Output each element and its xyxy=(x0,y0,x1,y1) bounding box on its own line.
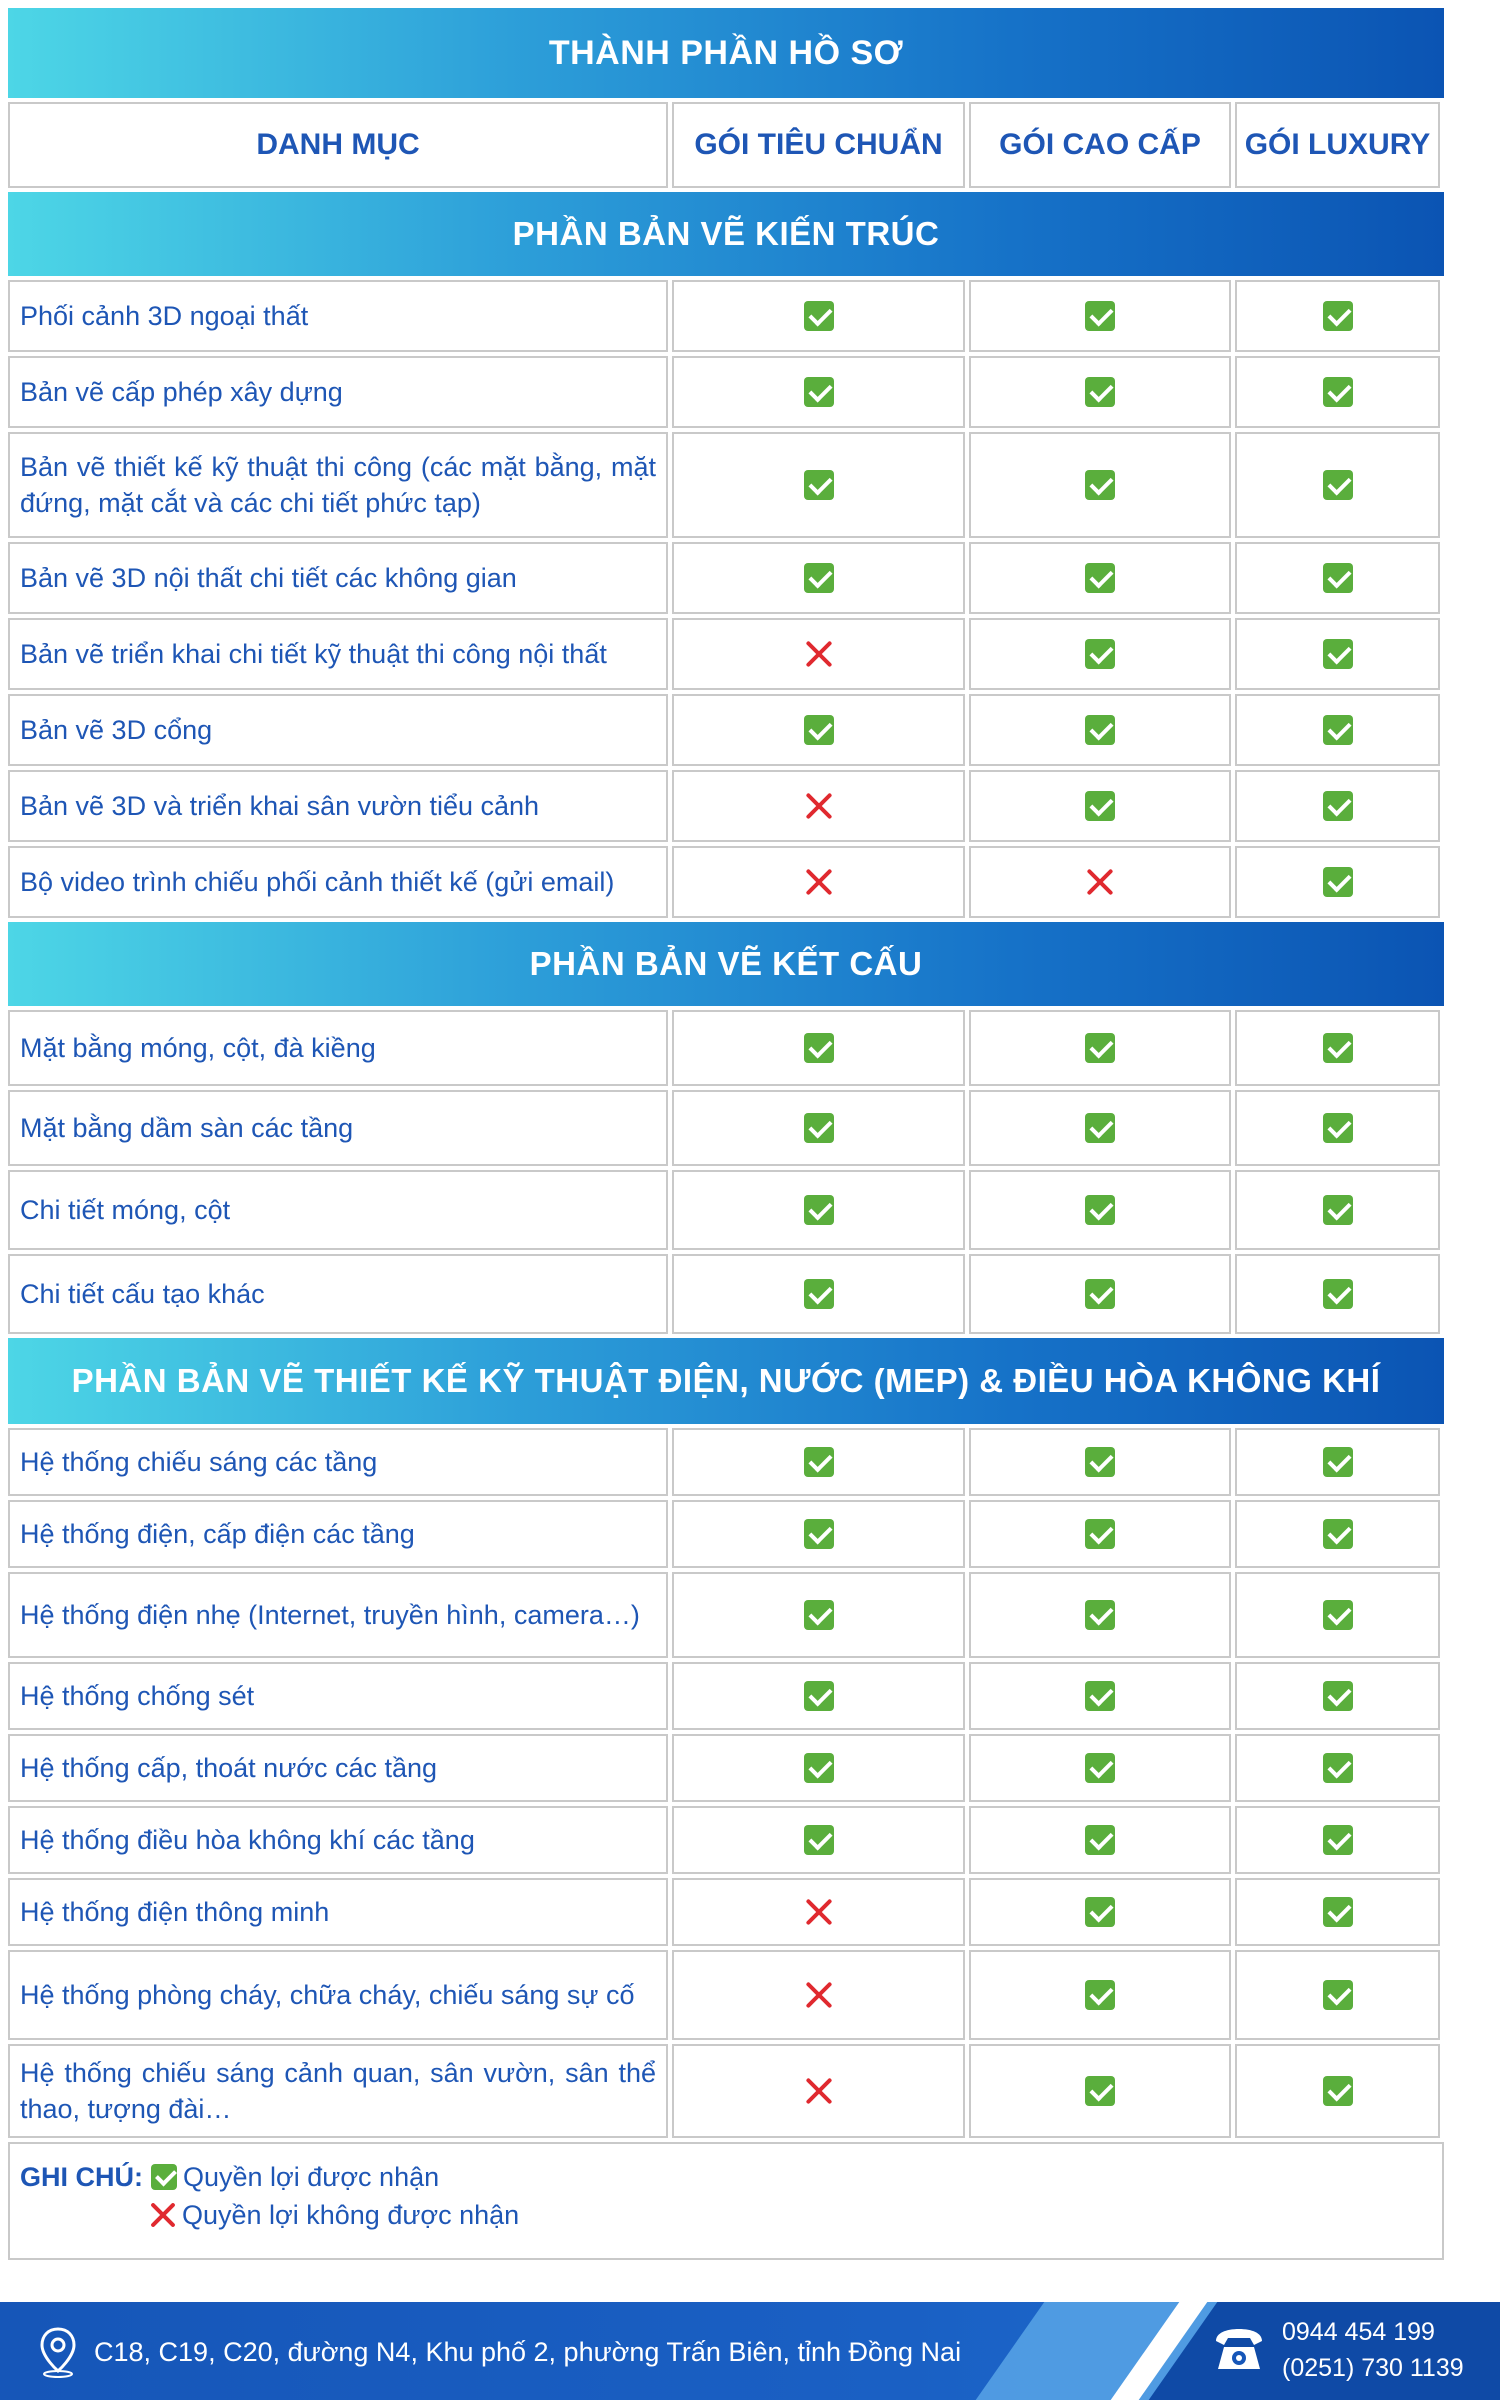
package-cell xyxy=(672,1572,965,1658)
table-row xyxy=(8,770,1444,842)
check-icon xyxy=(1085,1033,1115,1063)
package-cell xyxy=(1235,2044,1440,2138)
row-label-text: Bản vẽ thiết kế kỹ thuật thi công (các mặt bằng, mặt đứng, mặt cắt và các chi tiết phức tạp) xyxy=(20,452,656,518)
table-row xyxy=(8,694,1444,766)
table-row xyxy=(8,1010,1444,1086)
package-cell xyxy=(1235,542,1440,614)
legend-note xyxy=(8,2142,1444,2260)
footer-address xyxy=(38,2326,961,2378)
row-label-text: Hệ thống điều hòa không khí các tầng xyxy=(20,1825,475,1855)
package-cell xyxy=(1235,1170,1440,1250)
check-icon xyxy=(1085,1113,1115,1143)
check-icon xyxy=(804,1195,834,1225)
check-icon xyxy=(1323,2076,1353,2106)
table-row xyxy=(8,846,1444,918)
footer-phones xyxy=(1210,2314,1464,2386)
row-label xyxy=(8,1806,668,1874)
check-icon xyxy=(1323,1195,1353,1225)
row-label-text: Hệ thống điện, cấp điện các tầng xyxy=(20,1519,415,1549)
package-cell xyxy=(672,1254,965,1334)
section-title: PHẦN BẢN VẼ KẾT CẤU xyxy=(8,922,1444,1006)
table-row xyxy=(8,1170,1444,1250)
package-cell xyxy=(672,1428,965,1496)
package-cell xyxy=(1235,1734,1440,1802)
package-cell xyxy=(1235,1806,1440,1874)
row-label-text: Bản vẽ cấp phép xây dựng xyxy=(20,377,343,407)
package-cell xyxy=(969,1010,1231,1086)
package-cell xyxy=(969,1878,1231,1946)
package-cell xyxy=(672,1090,965,1166)
check-icon xyxy=(1323,791,1353,821)
check-icon xyxy=(804,1033,834,1063)
cross-icon xyxy=(804,1980,834,2010)
package-cell xyxy=(969,1662,1231,1730)
check-icon xyxy=(804,1279,834,1309)
package-cell xyxy=(969,542,1231,614)
check-icon xyxy=(804,301,834,331)
row-label-text: Hệ thống phòng cháy, chữa cháy, chiếu sáng sự cố xyxy=(20,1980,635,2010)
check-icon xyxy=(1085,1519,1115,1549)
package-cell xyxy=(1235,1662,1440,1730)
row-label xyxy=(8,1734,668,1802)
package-cell xyxy=(672,846,965,918)
check-icon xyxy=(1323,1279,1353,1309)
legend-yes-line xyxy=(20,2158,1432,2196)
package-cell xyxy=(1235,280,1440,352)
header-standard-package: GÓI TIÊU CHUẨN xyxy=(672,102,965,188)
row-label xyxy=(8,1090,668,1166)
check-icon xyxy=(1323,301,1353,331)
row-label xyxy=(8,1428,668,1496)
row-label xyxy=(8,542,668,614)
row-label xyxy=(8,356,668,428)
row-label xyxy=(8,1170,668,1250)
row-label xyxy=(8,694,668,766)
row-label xyxy=(8,1878,668,1946)
package-cell xyxy=(969,1500,1231,1568)
package-cell xyxy=(672,1734,965,1802)
table-row xyxy=(8,1572,1444,1658)
table-row xyxy=(8,1428,1444,1496)
package-cell xyxy=(672,1170,965,1250)
phone-number-1[interactable]: 0944 454 199 xyxy=(1282,2318,1435,2346)
check-icon xyxy=(1085,1279,1115,1309)
check-icon xyxy=(1085,639,1115,669)
check-icon xyxy=(1085,791,1115,821)
table-row xyxy=(8,1500,1444,1568)
row-label-text: Phối cảnh 3D ngoại thất xyxy=(20,301,309,331)
package-cell xyxy=(969,1428,1231,1496)
package-cell xyxy=(969,1170,1231,1250)
package-cell xyxy=(672,1500,965,1568)
cross-icon xyxy=(1085,867,1115,897)
cross-icon xyxy=(804,1897,834,1927)
package-cell xyxy=(1235,432,1440,538)
header-category: DANH MỤC xyxy=(8,102,668,188)
check-icon xyxy=(1323,1825,1353,1855)
check-icon xyxy=(804,1519,834,1549)
package-cell xyxy=(672,1806,965,1874)
table-title: THÀNH PHẦN HỒ SƠ xyxy=(8,8,1444,98)
check-icon xyxy=(1085,1195,1115,1225)
check-icon xyxy=(1085,563,1115,593)
cross-icon xyxy=(804,639,834,669)
package-cell xyxy=(672,770,965,842)
row-label-text: Mặt bằng móng, cột, đà kiềng xyxy=(20,1033,376,1063)
check-icon xyxy=(1085,301,1115,331)
package-cell xyxy=(672,2044,965,2138)
check-icon xyxy=(804,1681,834,1711)
check-icon xyxy=(1085,1980,1115,2010)
table-row xyxy=(8,1950,1444,2040)
location-pin-icon xyxy=(38,2326,78,2378)
row-label xyxy=(8,770,668,842)
check-icon xyxy=(1085,1447,1115,1477)
check-icon xyxy=(804,470,834,500)
table-row xyxy=(8,618,1444,690)
check-icon xyxy=(804,377,834,407)
check-icon xyxy=(1085,1681,1115,1711)
check-icon xyxy=(1085,2076,1115,2106)
row-label xyxy=(8,1662,668,1730)
row-label xyxy=(8,846,668,918)
check-icon xyxy=(804,563,834,593)
package-cell xyxy=(672,1662,965,1730)
package-cell xyxy=(672,1950,965,2040)
package-cell xyxy=(969,280,1231,352)
package-cell xyxy=(969,694,1231,766)
package-cell xyxy=(1235,770,1440,842)
check-icon xyxy=(804,1753,834,1783)
check-icon xyxy=(1323,715,1353,745)
row-label-text: Hệ thống chống sét xyxy=(20,1681,255,1711)
check-icon xyxy=(1085,1897,1115,1927)
row-label-text: Bộ video trình chiếu phối cảnh thiết kế (gửi email) xyxy=(20,867,615,897)
check-icon xyxy=(1323,1447,1353,1477)
table-header-row xyxy=(8,102,1444,188)
table-row xyxy=(8,1878,1444,1946)
row-label-text: Bản vẽ 3D và triển khai sân vườn tiểu cảnh xyxy=(20,791,540,821)
check-icon xyxy=(1323,1753,1353,1783)
check-icon xyxy=(1323,470,1353,500)
table-row xyxy=(8,1806,1444,1874)
legend-no-text: Quyền lợi không được nhận xyxy=(182,2200,520,2230)
table-row xyxy=(8,1090,1444,1166)
row-label-text: Mặt bằng dầm sàn các tầng xyxy=(20,1113,354,1143)
package-cell xyxy=(672,542,965,614)
table-row xyxy=(8,1734,1444,1802)
cross-icon xyxy=(150,2202,176,2228)
row-label-text: Chi tiết cấu tạo khác xyxy=(20,1279,265,1309)
legend-yes-text: Quyền lợi được nhận xyxy=(183,2162,440,2192)
table-row xyxy=(8,432,1444,538)
check-icon xyxy=(1323,1980,1353,2010)
check-icon xyxy=(1323,1033,1353,1063)
check-icon xyxy=(1085,715,1115,745)
row-label xyxy=(8,432,668,538)
row-label-text: Bản vẽ triển khai chi tiết kỹ thuật thi công nội thất xyxy=(20,639,607,669)
package-cell xyxy=(969,1090,1231,1166)
row-label xyxy=(8,1010,668,1086)
package-cell xyxy=(969,2044,1231,2138)
package-cell xyxy=(1235,618,1440,690)
check-icon xyxy=(1323,1897,1353,1927)
package-cell xyxy=(1235,1090,1440,1166)
check-icon xyxy=(1323,1681,1353,1711)
header-premium-package: GÓI CAO CẤP xyxy=(969,102,1231,188)
legend-no-line xyxy=(20,2196,1432,2234)
section-title: PHẦN BẢN VẼ KIẾN TRÚC xyxy=(8,192,1444,276)
row-label xyxy=(8,280,668,352)
package-cell xyxy=(969,1806,1231,1874)
package-cell xyxy=(1235,846,1440,918)
sections-container xyxy=(8,192,1444,2138)
row-label-text: Chi tiết móng, cột xyxy=(20,1195,231,1225)
row-label-text: Bản vẽ 3D nội thất chi tiết các không gian xyxy=(20,563,517,593)
table-row xyxy=(8,1662,1444,1730)
package-cell xyxy=(969,1950,1231,2040)
section-title: PHẦN BẢN VẼ THIẾT KẾ KỸ THUẬT ĐIỆN, NƯỚC (MEP) & ĐIỀU HÒA KHÔNG KHÍ xyxy=(8,1338,1444,1424)
address-text: C18, C19, C20, đường N4, Khu phố 2, phường Trấn Biên, tỉnh Đồng Nai xyxy=(94,2336,962,2367)
footer-bar xyxy=(0,2302,1500,2400)
check-icon xyxy=(1085,1753,1115,1783)
package-cell xyxy=(969,1572,1231,1658)
table-row xyxy=(8,1254,1444,1334)
check-icon xyxy=(1323,563,1353,593)
header-luxury-package: GÓI LUXURY xyxy=(1235,102,1440,188)
package-cell xyxy=(672,1010,965,1086)
package-cell xyxy=(969,356,1231,428)
package-cell xyxy=(969,770,1231,842)
legend-label: GHI CHÚ: xyxy=(20,2162,143,2192)
row-label-text: Hệ thống điện thông minh xyxy=(20,1897,330,1927)
row-label xyxy=(8,1950,668,2040)
package-cell xyxy=(969,1254,1231,1334)
check-icon xyxy=(804,1447,834,1477)
check-icon xyxy=(151,2164,177,2190)
row-label xyxy=(8,618,668,690)
package-cell xyxy=(969,618,1231,690)
cross-icon xyxy=(804,791,834,821)
package-cell xyxy=(1235,1950,1440,2040)
cross-icon xyxy=(804,2076,834,2106)
check-icon xyxy=(1085,1600,1115,1630)
package-cell xyxy=(672,356,965,428)
comparison-table xyxy=(8,8,1444,2260)
table-row xyxy=(8,356,1444,428)
package-cell xyxy=(969,846,1231,918)
package-cell xyxy=(969,432,1231,538)
package-cell xyxy=(1235,1010,1440,1086)
row-label xyxy=(8,1572,668,1658)
check-icon xyxy=(804,1113,834,1143)
package-cell xyxy=(969,1734,1231,1802)
table-row xyxy=(8,280,1444,352)
cross-icon xyxy=(804,867,834,897)
check-icon xyxy=(804,715,834,745)
package-cell xyxy=(1235,1878,1440,1946)
package-cell xyxy=(1235,356,1440,428)
check-icon xyxy=(1323,639,1353,669)
row-label xyxy=(8,1254,668,1334)
check-icon xyxy=(804,1825,834,1855)
package-cell xyxy=(1235,1500,1440,1568)
table-row xyxy=(8,2044,1444,2138)
package-cell xyxy=(672,694,965,766)
package-cell xyxy=(1235,694,1440,766)
row-label-text: Hệ thống cấp, thoát nước các tầng xyxy=(20,1753,438,1783)
row-label xyxy=(8,1500,668,1568)
check-icon xyxy=(1085,1825,1115,1855)
check-icon xyxy=(1323,867,1353,897)
row-label-text: Hệ thống điện nhẹ (Internet, truyền hình, camera…) xyxy=(20,1600,640,1630)
check-icon xyxy=(1085,470,1115,500)
row-label xyxy=(8,2044,668,2138)
check-icon xyxy=(1323,377,1353,407)
row-label-text: Hệ thống chiếu sáng cảnh quan, sân vườn, sân thể thao, tượng đài… xyxy=(20,2058,656,2124)
package-cell xyxy=(672,1878,965,1946)
row-label-text: Hệ thống chiếu sáng các tầng xyxy=(20,1447,378,1477)
package-cell xyxy=(1235,1572,1440,1658)
package-cell xyxy=(1235,1428,1440,1496)
check-icon xyxy=(1323,1600,1353,1630)
package-cell xyxy=(1235,1254,1440,1334)
check-icon xyxy=(1085,377,1115,407)
table-row xyxy=(8,542,1444,614)
package-cell xyxy=(672,280,965,352)
telephone-icon xyxy=(1210,2325,1268,2375)
row-label-text: Bản vẽ 3D cổng xyxy=(20,715,213,745)
check-icon xyxy=(1323,1519,1353,1549)
check-icon xyxy=(1323,1113,1353,1143)
package-cell xyxy=(672,618,965,690)
phone-number-2[interactable]: (0251) 730 1139 xyxy=(1282,2354,1464,2382)
check-icon xyxy=(804,1600,834,1630)
package-cell xyxy=(672,432,965,538)
